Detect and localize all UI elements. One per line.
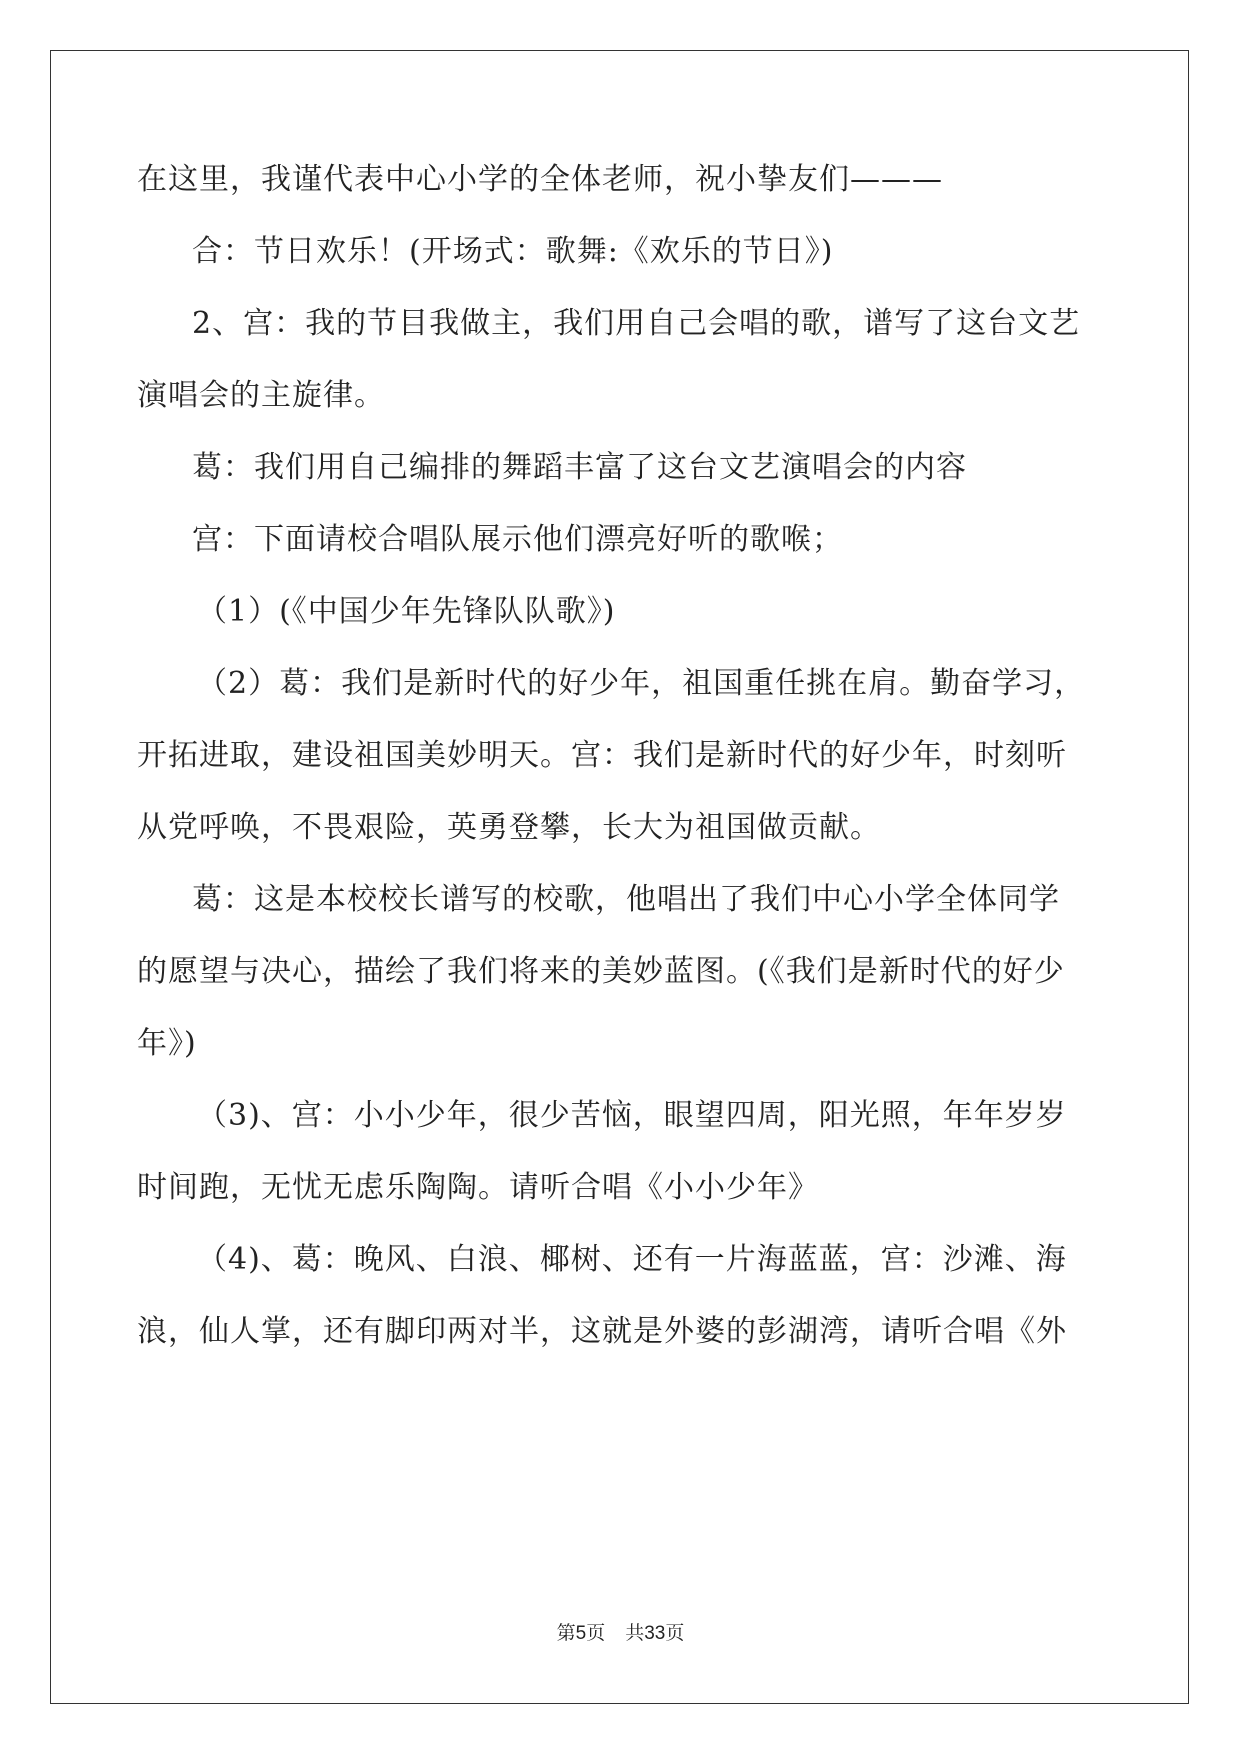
page-number: 5 — [575, 1623, 587, 1644]
page-suffix: 页 — [586, 1623, 606, 1644]
text-line: 在这里，我谨代表中心小学的全体老师，祝小挚友们——— — [137, 162, 943, 197]
text-line: （4)、葛：晚风、白浪、椰树、还有一片海蓝蓝，宫：沙滩、海 — [197, 1242, 1067, 1277]
text-line: 合：节日欢乐！(开场式：歌舞:《欢乐的节日》) — [192, 234, 834, 269]
page-prefix: 第 — [556, 1623, 576, 1644]
text-line: 葛：我们用自己编排的舞蹈丰富了这台文艺演唱会的内容 — [192, 450, 967, 485]
total-suffix: 页 — [665, 1623, 685, 1644]
text-line: （1）(《中国少年先锋队队歌》) — [197, 594, 616, 629]
total-pages: 33 — [644, 1623, 666, 1644]
total-prefix: 共 — [625, 1623, 645, 1644]
text-line: （2）葛：我们是新时代的好少年，祖国重任挑在肩。勤奋学习， — [197, 666, 1086, 701]
text-line: 宫：下面请校合唱队展示他们漂亮好听的歌喉； — [192, 522, 843, 557]
text-line: 开拓进取，建设祖国美妙明天。宫：我们是新时代的好少年，时刻听 — [137, 738, 1067, 773]
text-line: 浪，仙人掌，还有脚印两对半，这就是外婆的彭湖湾，请听合唱《外 — [137, 1314, 1067, 1349]
page-border — [50, 50, 1189, 1704]
text-line: 的愿望与决心，描绘了我们将来的美妙蓝图。(《我们是新时代的好少 — [137, 954, 1065, 989]
text-line: 葛：这是本校校长谱写的校歌，他唱出了我们中心小学全体同学 — [192, 882, 1060, 917]
text-line: （3)、宫：小小少年，很少苦恼，眼望四周，阳光照，年年岁岁 — [197, 1098, 1067, 1133]
page-footer — [0, 1618, 1241, 1645]
text-line: 时间跑，无忧无虑乐陶陶。请听合唱《小小少年》 — [137, 1170, 819, 1205]
text-line: 从党呼唤，不畏艰险，英勇登攀，长大为祖国做贡献。 — [137, 810, 881, 845]
text-line: 演唱会的主旋律。 — [137, 378, 385, 413]
text-line: 年》) — [137, 1026, 197, 1061]
text-line: 2、宫：我的节目我做主，我们用自己会唱的歌，谱写了这台文艺 — [192, 306, 1081, 341]
